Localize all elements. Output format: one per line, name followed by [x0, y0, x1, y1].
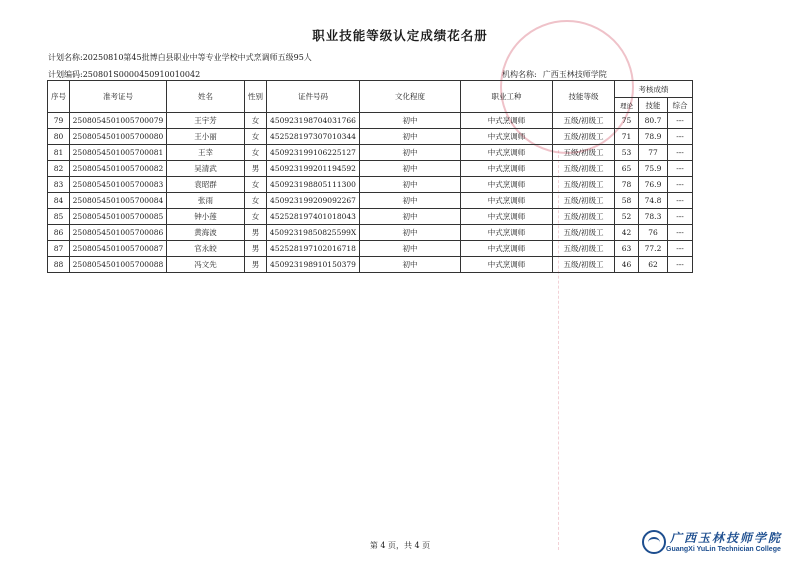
college-logo — [640, 527, 800, 563]
cell-gender: 女 — [245, 177, 267, 193]
cell-seq: 87 — [48, 241, 70, 257]
cell-exam-no: 2508054501005700080 — [70, 129, 167, 145]
table-row — [48, 145, 693, 161]
plan-name-label: 计划名称: — [48, 53, 83, 62]
cell-exam-no: 2508054501005700083 — [70, 177, 167, 193]
cell-education: 初中 — [360, 225, 461, 241]
cell-overall: --- — [668, 225, 693, 241]
cell-overall: --- — [668, 161, 693, 177]
cell-level: 五级/初级工 — [553, 177, 615, 193]
cell-exam-no: 2508054501005700081 — [70, 145, 167, 161]
cell-level: 五级/初级工 — [553, 193, 615, 209]
cell-name: 黄海波 — [167, 225, 245, 241]
table-row — [48, 241, 693, 257]
cell-education: 初中 — [360, 209, 461, 225]
cell-occupation: 中式烹调师 — [461, 145, 553, 161]
cell-level: 五级/初级工 — [553, 145, 615, 161]
cell-name: 冯文先 — [167, 257, 245, 273]
cell-theory: 52 — [615, 209, 639, 225]
cell-theory: 71 — [615, 129, 639, 145]
cell-name: 张雨 — [167, 193, 245, 209]
cell-education: 初中 — [360, 129, 461, 145]
table-row — [48, 225, 693, 241]
cell-education: 初中 — [360, 113, 461, 129]
cell-education: 初中 — [360, 145, 461, 161]
header-theory: 理论 — [615, 98, 639, 113]
cell-name: 官永皎 — [167, 241, 245, 257]
cell-theory: 58 — [615, 193, 639, 209]
plan-name-value: 20250810第45批博白县职业中等专业学校中式烹调师五级95人 — [82, 53, 312, 62]
table-body — [48, 113, 693, 273]
cell-theory: 46 — [615, 257, 639, 273]
cell-skill: 78.3 — [639, 209, 668, 225]
cell-name: 吴清武 — [167, 161, 245, 177]
cell-occupation: 中式烹调师 — [461, 209, 553, 225]
cell-gender: 女 — [245, 193, 267, 209]
cell-skill: 74.8 — [639, 193, 668, 209]
table-row — [48, 129, 693, 145]
cell-education: 初中 — [360, 241, 461, 257]
cell-overall: --- — [668, 177, 693, 193]
cell-overall: --- — [668, 193, 693, 209]
cell-seq: 82 — [48, 161, 70, 177]
table-row — [48, 257, 693, 273]
header-overall: 综合 — [668, 98, 693, 113]
header-occupation: 职业工种 — [461, 81, 553, 113]
header-education: 文化程度 — [360, 81, 461, 113]
cell-name: 王宇芳 — [167, 113, 245, 129]
cell-overall: --- — [668, 241, 693, 257]
cell-exam-no: 2508054501005700085 — [70, 209, 167, 225]
table-row — [48, 209, 693, 225]
cell-skill: 75.9 — [639, 161, 668, 177]
cell-gender: 女 — [245, 145, 267, 161]
cell-gender: 男 — [245, 161, 267, 177]
header-level: 技能等级 — [553, 81, 615, 113]
cell-theory: 75 — [615, 113, 639, 129]
cell-skill: 78.9 — [639, 129, 668, 145]
cell-theory: 53 — [615, 145, 639, 161]
cell-id-no: 450923198805111300 — [267, 177, 360, 193]
cell-education: 初中 — [360, 257, 461, 273]
cell-level: 五级/初级工 — [553, 225, 615, 241]
cell-seq: 85 — [48, 209, 70, 225]
cell-occupation: 中式烹调师 — [461, 177, 553, 193]
org-label: 机构名称: — [502, 70, 537, 79]
cell-overall: --- — [668, 129, 693, 145]
cell-seq: 88 — [48, 257, 70, 273]
header-scores: 考核成绩 — [615, 81, 693, 98]
cell-skill: 62 — [639, 257, 668, 273]
plan-code — [48, 69, 200, 80]
cell-id-no: 452528197401018043 — [267, 209, 360, 225]
plan-code-value: 250801S0000450910010042 — [82, 70, 201, 79]
cell-seq: 81 — [48, 145, 70, 161]
cell-theory: 63 — [615, 241, 639, 257]
table-row — [48, 161, 693, 177]
cell-exam-no: 2508054501005700086 — [70, 225, 167, 241]
org-value: 广西玉林技师学院 — [542, 70, 607, 79]
cell-education: 初中 — [360, 193, 461, 209]
plan-code-label: 计划编码: — [48, 70, 83, 79]
cell-skill: 77 — [639, 145, 668, 161]
cell-occupation: 中式烹调师 — [461, 161, 553, 177]
cell-occupation: 中式烹调师 — [461, 193, 553, 209]
cell-level: 五级/初级工 — [553, 209, 615, 225]
document-title: 职业技能等级认定成绩花名册 — [312, 28, 488, 43]
cell-overall: --- — [668, 113, 693, 129]
cell-theory: 78 — [615, 177, 639, 193]
cell-level: 五级/初级工 — [553, 161, 615, 177]
header-gender: 性别 — [245, 81, 267, 113]
cell-name: 钟小莲 — [167, 209, 245, 225]
cell-level: 五级/初级工 — [553, 113, 615, 129]
cell-gender: 女 — [245, 209, 267, 225]
table-row — [48, 113, 693, 129]
cell-theory: 65 — [615, 161, 639, 177]
cell-occupation: 中式烹调师 — [461, 225, 553, 241]
header-name: 姓名 — [167, 81, 245, 113]
cell-exam-no: 2508054501005700082 — [70, 161, 167, 177]
cell-exam-no: 2508054501005700087 — [70, 241, 167, 257]
cell-occupation: 中式烹调师 — [461, 241, 553, 257]
cell-education: 初中 — [360, 161, 461, 177]
cell-seq: 79 — [48, 113, 70, 129]
cell-gender: 女 — [245, 113, 267, 129]
cell-seq: 84 — [48, 193, 70, 209]
cell-gender: 男 — [245, 257, 267, 273]
cell-level: 五级/初级工 — [553, 129, 615, 145]
cell-theory: 42 — [615, 225, 639, 241]
cell-skill: 76 — [639, 225, 668, 241]
cell-exam-no: 2508054501005700084 — [70, 193, 167, 209]
header-skill: 技能 — [639, 98, 668, 113]
cell-overall: --- — [668, 257, 693, 273]
cell-occupation: 中式烹调师 — [461, 113, 553, 129]
header-exam-no: 准考证号 — [70, 81, 167, 113]
cell-seq: 83 — [48, 177, 70, 193]
cell-seq: 86 — [48, 225, 70, 241]
cell-name: 王幸 — [167, 145, 245, 161]
header-seq: 序号 — [48, 81, 70, 113]
cell-id-no: 450923198704031766 — [267, 113, 360, 129]
cell-level: 五级/初级工 — [553, 257, 615, 273]
cell-name: 袁昭群 — [167, 177, 245, 193]
cell-level: 五级/初级工 — [553, 241, 615, 257]
cell-skill: 76.9 — [639, 177, 668, 193]
cell-occupation: 中式烹调师 — [461, 129, 553, 145]
cell-exam-no: 2508054501005700088 — [70, 257, 167, 273]
logo-name-cn: 广西玉林技师学院 — [670, 531, 783, 545]
cell-gender: 男 — [245, 241, 267, 257]
cell-id-no: 450923199209092267 — [267, 193, 360, 209]
cell-skill: 80.7 — [639, 113, 668, 129]
cell-name: 王小丽 — [167, 129, 245, 145]
page-footer: 第 4 页，共 4 页 — [369, 541, 431, 550]
table-row — [48, 193, 693, 209]
cell-occupation: 中式烹调师 — [461, 257, 553, 273]
logo-name-en: GuangXi YuLin Technician College — [666, 546, 781, 553]
table-row — [48, 177, 693, 193]
cell-id-no: 450923199201194592 — [267, 161, 360, 177]
college-emblem-icon — [642, 530, 666, 554]
organization — [502, 69, 607, 80]
cell-id-no: 452528197307010344 — [267, 129, 360, 145]
plan-name — [48, 52, 312, 63]
cell-id-no: 452528197102016718 — [267, 241, 360, 257]
cell-exam-no: 2508054501005700079 — [70, 113, 167, 129]
cell-id-no: 450923198910150379 — [267, 257, 360, 273]
cell-gender: 男 — [245, 225, 267, 241]
cell-overall: --- — [668, 145, 693, 161]
cell-skill: 77.2 — [639, 241, 668, 257]
cell-overall: --- — [668, 209, 693, 225]
cell-id-no: 45092319850825599X — [267, 225, 360, 241]
cell-id-no: 450923199106225127 — [267, 145, 360, 161]
header-id-no: 证件号码 — [267, 81, 360, 113]
cell-seq: 80 — [48, 129, 70, 145]
score-roster-table — [47, 80, 693, 273]
cell-education: 初中 — [360, 177, 461, 193]
cell-gender: 女 — [245, 129, 267, 145]
